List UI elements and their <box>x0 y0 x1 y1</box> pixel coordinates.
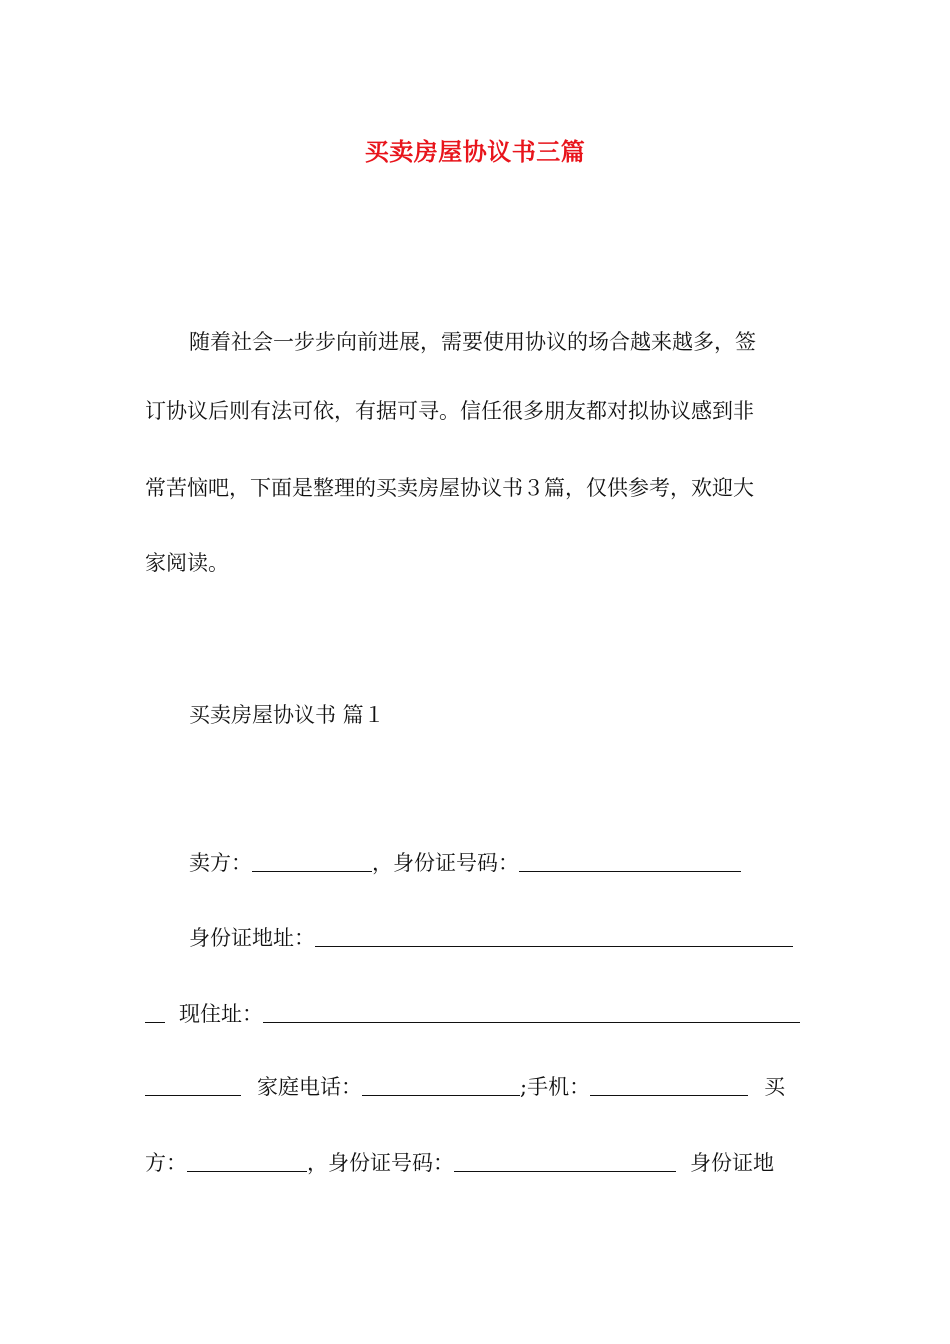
seller-name-blank[interactable] <box>252 849 372 872</box>
seller-current-address-label: 现住址： <box>179 1002 263 1026</box>
mobile-label: ;手机： <box>520 1075 591 1099</box>
buyer-name-blank[interactable] <box>187 1149 307 1172</box>
seller-id-address-blank[interactable] <box>315 924 793 947</box>
seller-id-address-blank-cont[interactable] <box>145 1000 165 1023</box>
intro-line-1: 随着社会一步步向前进展，需要使用协议的场合越来越多，签 <box>189 330 756 354</box>
seller-phone-row <box>145 1069 807 1105</box>
mobile-blank[interactable] <box>590 1073 748 1096</box>
buyer-label-part2: 方： <box>145 1151 187 1175</box>
buyer-id-number-blank[interactable] <box>454 1149 676 1172</box>
home-phone-label: 家庭电话： <box>257 1075 362 1099</box>
seller-id-number-label: ，身份证号码： <box>372 851 519 875</box>
intro-line-3: 常苦恼吧，下面是整理的买卖房屋协议书３篇，仅供参考，欢迎大 <box>145 476 754 500</box>
seller-current-address-row <box>145 996 807 1032</box>
seller-id-number-blank[interactable] <box>519 849 741 872</box>
seller-id-address-label: 身份证地址： <box>189 926 315 950</box>
intro-line-4: 家阅读。 <box>145 551 229 575</box>
seller-current-address-blank-cont[interactable] <box>145 1073 241 1096</box>
buyer-id-address-label: 身份证地 <box>690 1151 774 1175</box>
buyer-label-part1: 买 <box>764 1075 786 1099</box>
seller-label: 卖方： <box>189 851 252 875</box>
buyer-row <box>145 1145 807 1181</box>
buyer-id-number-label: ，身份证号码： <box>307 1151 454 1175</box>
seller-row <box>189 845 807 881</box>
seller-current-address-blank[interactable] <box>263 1000 800 1023</box>
section-heading: 买卖房屋协议书 篇１ <box>189 703 385 727</box>
seller-id-address-row <box>189 920 807 956</box>
intro-line-2: 订协议后则有法可依，有据可寻。信任很多朋友都对拟协议感到非 <box>145 399 754 423</box>
document-title: 买卖房屋协议书三篇 <box>364 137 586 166</box>
home-phone-blank[interactable] <box>362 1073 520 1096</box>
